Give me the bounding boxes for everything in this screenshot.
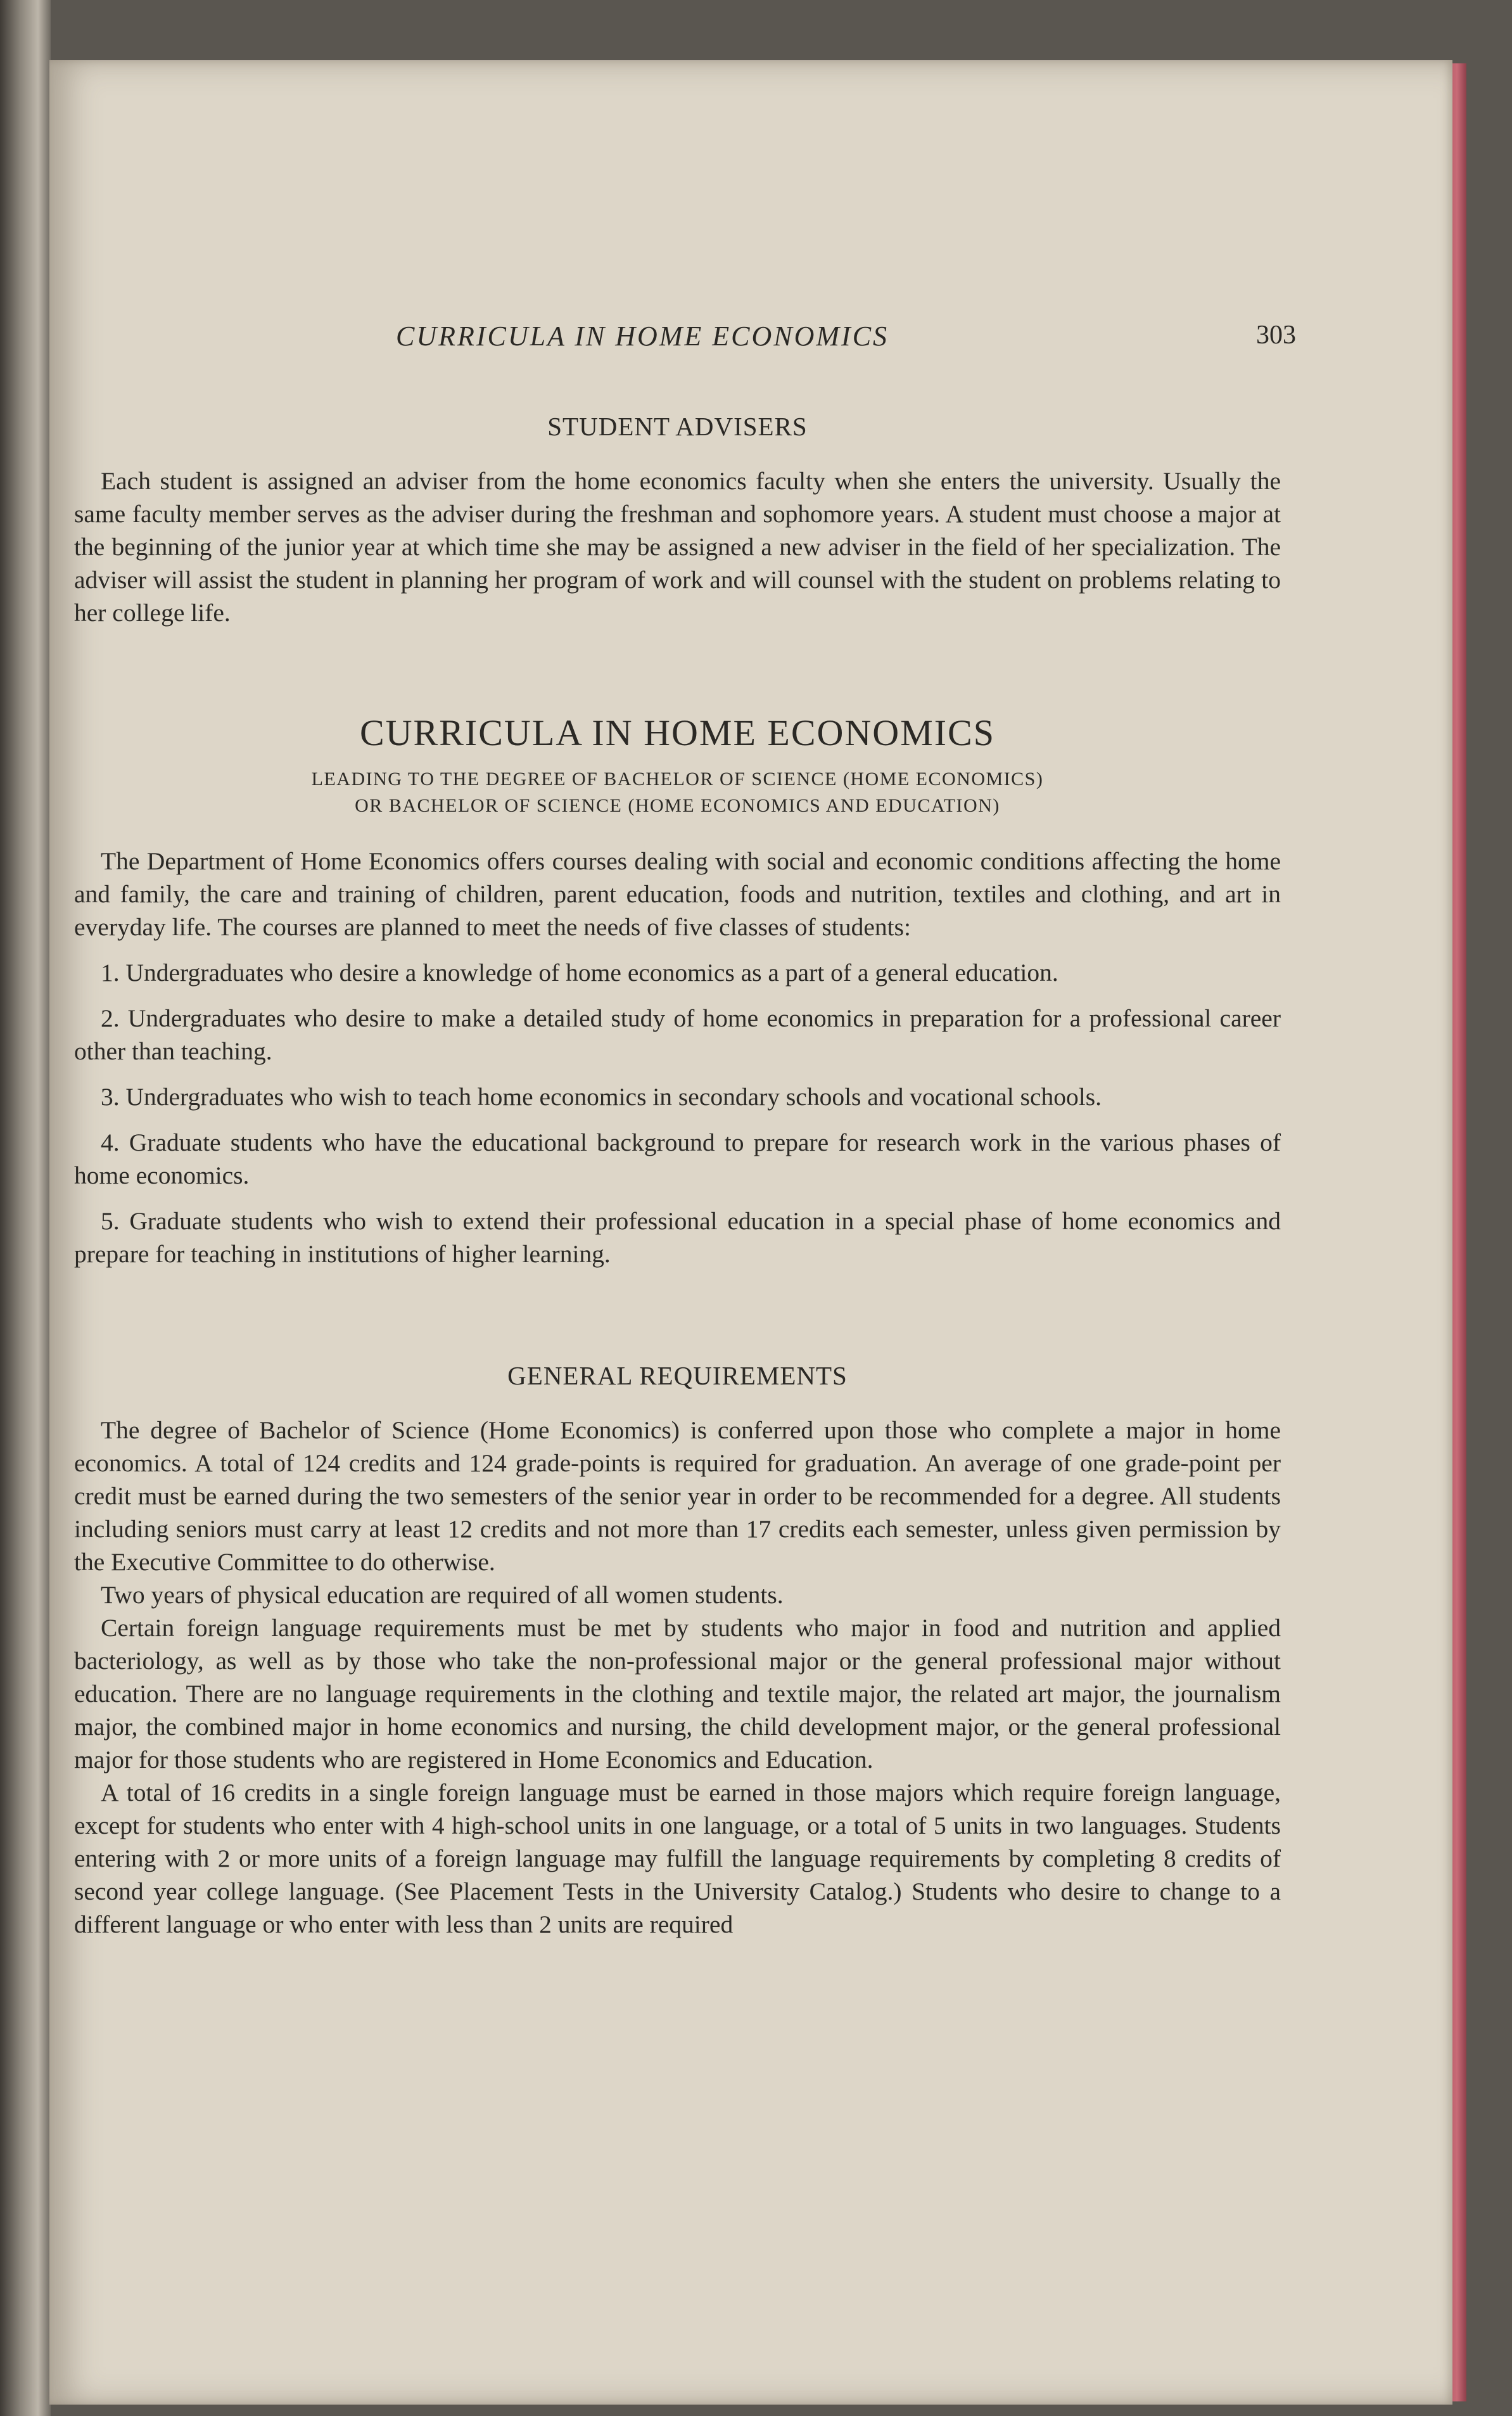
book-page — [49, 60, 1452, 2405]
curricula-intro: The Department of Home Economics offers courses dealing with social and economic conditions affecting the home and family, the care and training of children, parent education, foods and nutrition, textiles and clothing, and art in everyday life. The courses are planned to meet the needs of five classes of students: — [74, 847, 1281, 941]
list-item: 3. Undergraduates who wish to teach home economics in secondary schools and vocational schools. — [101, 1083, 1102, 1111]
advisers-heading: STUDENT ADVISERS — [547, 412, 808, 441]
general-paragraph: A total of 16 credits in a single foreign language must be earned in those majors which require foreign language, except for students who enter with 4 high-school units in one language, or a total of 5 units in two languages. Students entering with 2 or more units of a foreign language may fulfill the language requirements by completing 8 credits of second year college language. (See Placement Tests in the University Catalog.) Students who desire to change to a different language or who enter with less than 2 units are required — [74, 1779, 1281, 1938]
general-requirements-heading: GENERAL REQUIREMENTS — [507, 1361, 848, 1390]
page-number: 303 — [1256, 321, 1296, 350]
list-item: 2. Undergraduates who desire to make a detailed study of home economics in preparation for a professional career other than teaching. — [74, 1004, 1281, 1065]
curricula-subtitle-line2: OR BACHELOR OF SCIENCE (HOME ECONOMICS AND EDUCATION) — [355, 795, 1000, 816]
list-item: 4. Graduate students who have the educational background to prepare for research work in the various phases of home economics. — [74, 1128, 1281, 1189]
curricula-title: CURRICULA IN HOME ECONOMICS — [359, 712, 995, 753]
advisers-paragraph: Each student is assigned an adviser from the home economics faculty when she enters the university. Usually the same faculty member serves as the adviser during the freshman and sophomore years. A student must choose a major at the beginning of the junior year at which time she may be assigned a new adviser in the field of her specialization. The adviser will assist the student in planning her program of work and will counsel with the student on problems relating to her college life. — [74, 467, 1281, 627]
page-header — [49, 320, 1452, 358]
general-paragraph: Certain foreign language requirements must be met by students who major in food and nutrition and applied bacteriology, as well as by those who take the non-professional major or the general professional major without education. There are no language requirements in the clothing and textile major, the related art major, the journalism major, the combined major in home economics and nursing, the child development major, or the general professional major for those students who are registered in Home Economics and Education. — [74, 1614, 1281, 1774]
curricula-subtitle-line1: LEADING TO THE DEGREE OF BACHELOR OF SCIENCE (HOME ECONOMICS) — [311, 769, 1044, 789]
list-item: 1. Undergraduates who desire a knowledge of home economics as a part of a general education. — [101, 959, 1058, 987]
facing-page-edge — [0, 0, 51, 2416]
running-title: CURRICULA IN HOME ECONOMICS — [396, 321, 889, 352]
list-item: 5. Graduate students who wish to extend their professional education in a special phase of home economics and prepare for teaching in institutions of higher learning. — [74, 1207, 1281, 1268]
general-paragraph: The degree of Bachelor of Science (Home Economics) is conferred upon those who complete a major in home economics. A total of 124 credits and 124 grade-points is required for graduation. An average of one grade-point per credit must be earned during the two semesters of the senior year in order to be recommended for a degree. All students including seniors must carry at least 12 credits and not more than 17 credits each semester, unless given permission by the Executive Committee to do otherwise. — [74, 1416, 1281, 1576]
general-paragraph: Two years of physical education are required of all women students. — [101, 1581, 784, 1609]
page-content — [74, 410, 1281, 1941]
